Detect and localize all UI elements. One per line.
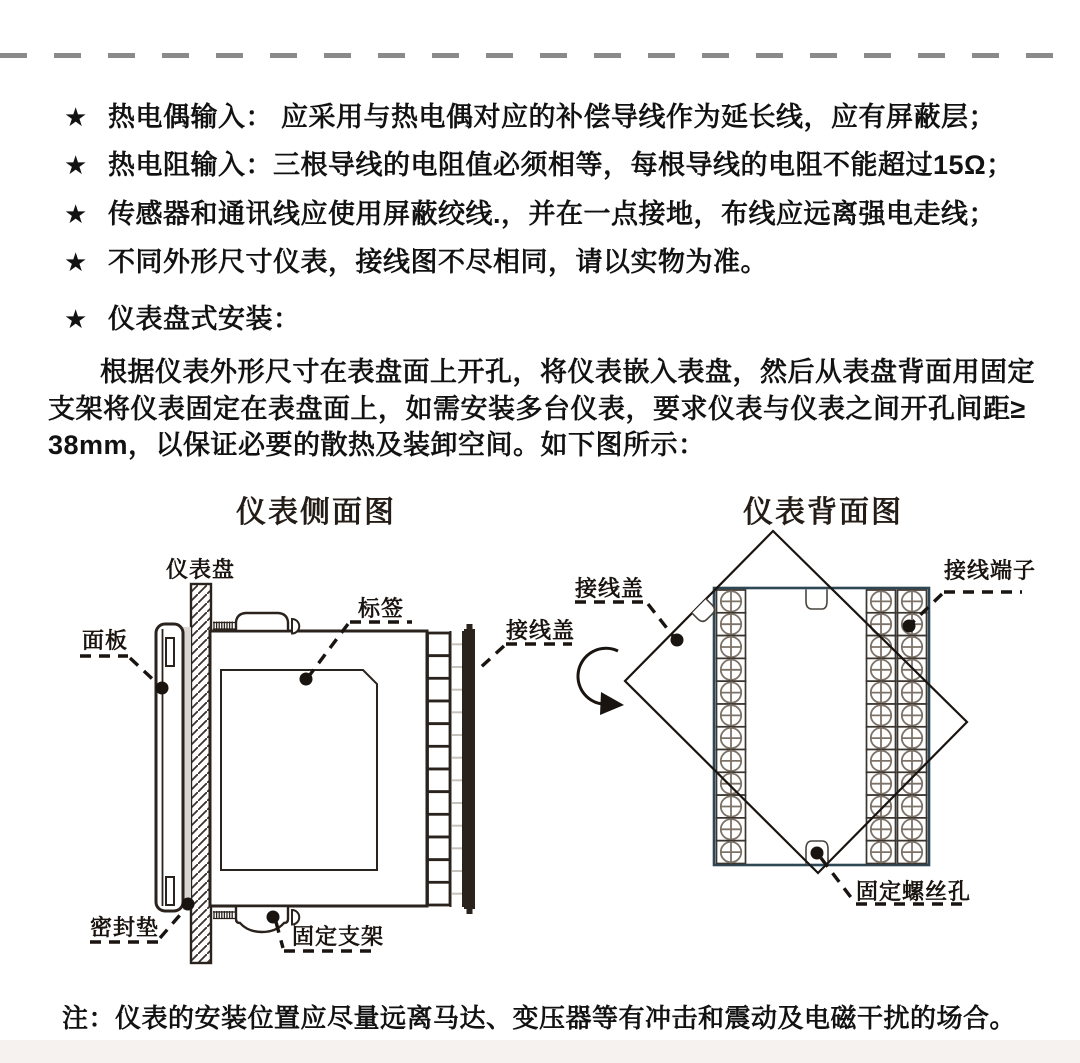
label-wiring-cover-side: 接线盖 [506, 618, 576, 643]
label-wiring-terminal: 接线端子 [944, 558, 1037, 583]
label-wiring-cover-back: 接线盖 [575, 576, 645, 601]
label-sealing-gasket: 密封垫 [90, 915, 160, 940]
bullet-text: 传感器和通讯线应使用屏蔽绞线.，并在一点接地，布线应远离强电走线； [108, 199, 996, 229]
bracket-screw-head-top [292, 619, 299, 634]
wiring-cover-bar [464, 629, 475, 909]
threaded-rod-top [213, 622, 236, 630]
star-bullet-icon: ★ [64, 150, 88, 180]
bullet-text: 不同外形尺寸仪表，接线图不尽相同，请以实物为准。 [108, 247, 768, 277]
fixing-tab-top [806, 590, 827, 610]
rotation-arrow-head [600, 692, 624, 715]
label-sticker-shape [221, 670, 377, 870]
bullet-text: 热电阻输入：三根导线的电阻值必须相等，每根导线的电阻不能超过15Ω； [108, 150, 1014, 180]
side-view-diagram [156, 584, 475, 963]
front-panel-bezel [156, 624, 183, 911]
back-view-title: 仪表背面图 [743, 496, 903, 529]
star-bullet-icon: ★ [64, 102, 88, 132]
fixing-bracket-top [236, 613, 288, 631]
terminal-block-column [428, 633, 451, 905]
label-fixing-bracket: 固定支架 [292, 924, 385, 949]
rotation-arrow-arc [578, 648, 618, 704]
label-panel-board: 仪表盘 [166, 557, 236, 582]
star-bullet-icon: ★ [64, 247, 88, 277]
paragraph-line: 根据仪表外形尺寸在表盘面上开孔，将仪表嵌入表盘，然后从表盘背面用固定 [100, 357, 1035, 387]
paragraph-line: 38mm，以保证必要的散热及装卸空间。如下图所示： [48, 430, 706, 460]
bullet-text: 仪表盘式安装： [108, 304, 301, 334]
installation-note: 注：仪表的安装位置应尽量远离马达、变压器等有冲击和震动及电磁干扰的场合。 [62, 1003, 1017, 1033]
bullet-text: 热电偶输入： 应采用与热电偶对应的补偿导线作为延长线，应有屏蔽层； [108, 102, 996, 132]
terminal-ladder-rungs [452, 644, 462, 893]
threaded-rod-bottom [213, 911, 236, 919]
fixing-bracket-bottom [236, 906, 288, 932]
label-fixing-screw-hole: 固定螺丝孔 [856, 879, 972, 904]
page-bottom-strip [0, 1040, 1080, 1063]
star-bullet-icon: ★ [64, 304, 88, 334]
label-label-sticker: 标签 [358, 596, 405, 621]
side-view-title: 仪表侧面图 [236, 496, 396, 529]
star-bullet-icon: ★ [64, 199, 88, 229]
paragraph-line: 支架将仪表固定在表盘面上，如需安装多台仪表，要求仪表与仪表之间开孔间距≥ [48, 394, 1026, 424]
label-front-panel: 面板 [82, 628, 129, 653]
